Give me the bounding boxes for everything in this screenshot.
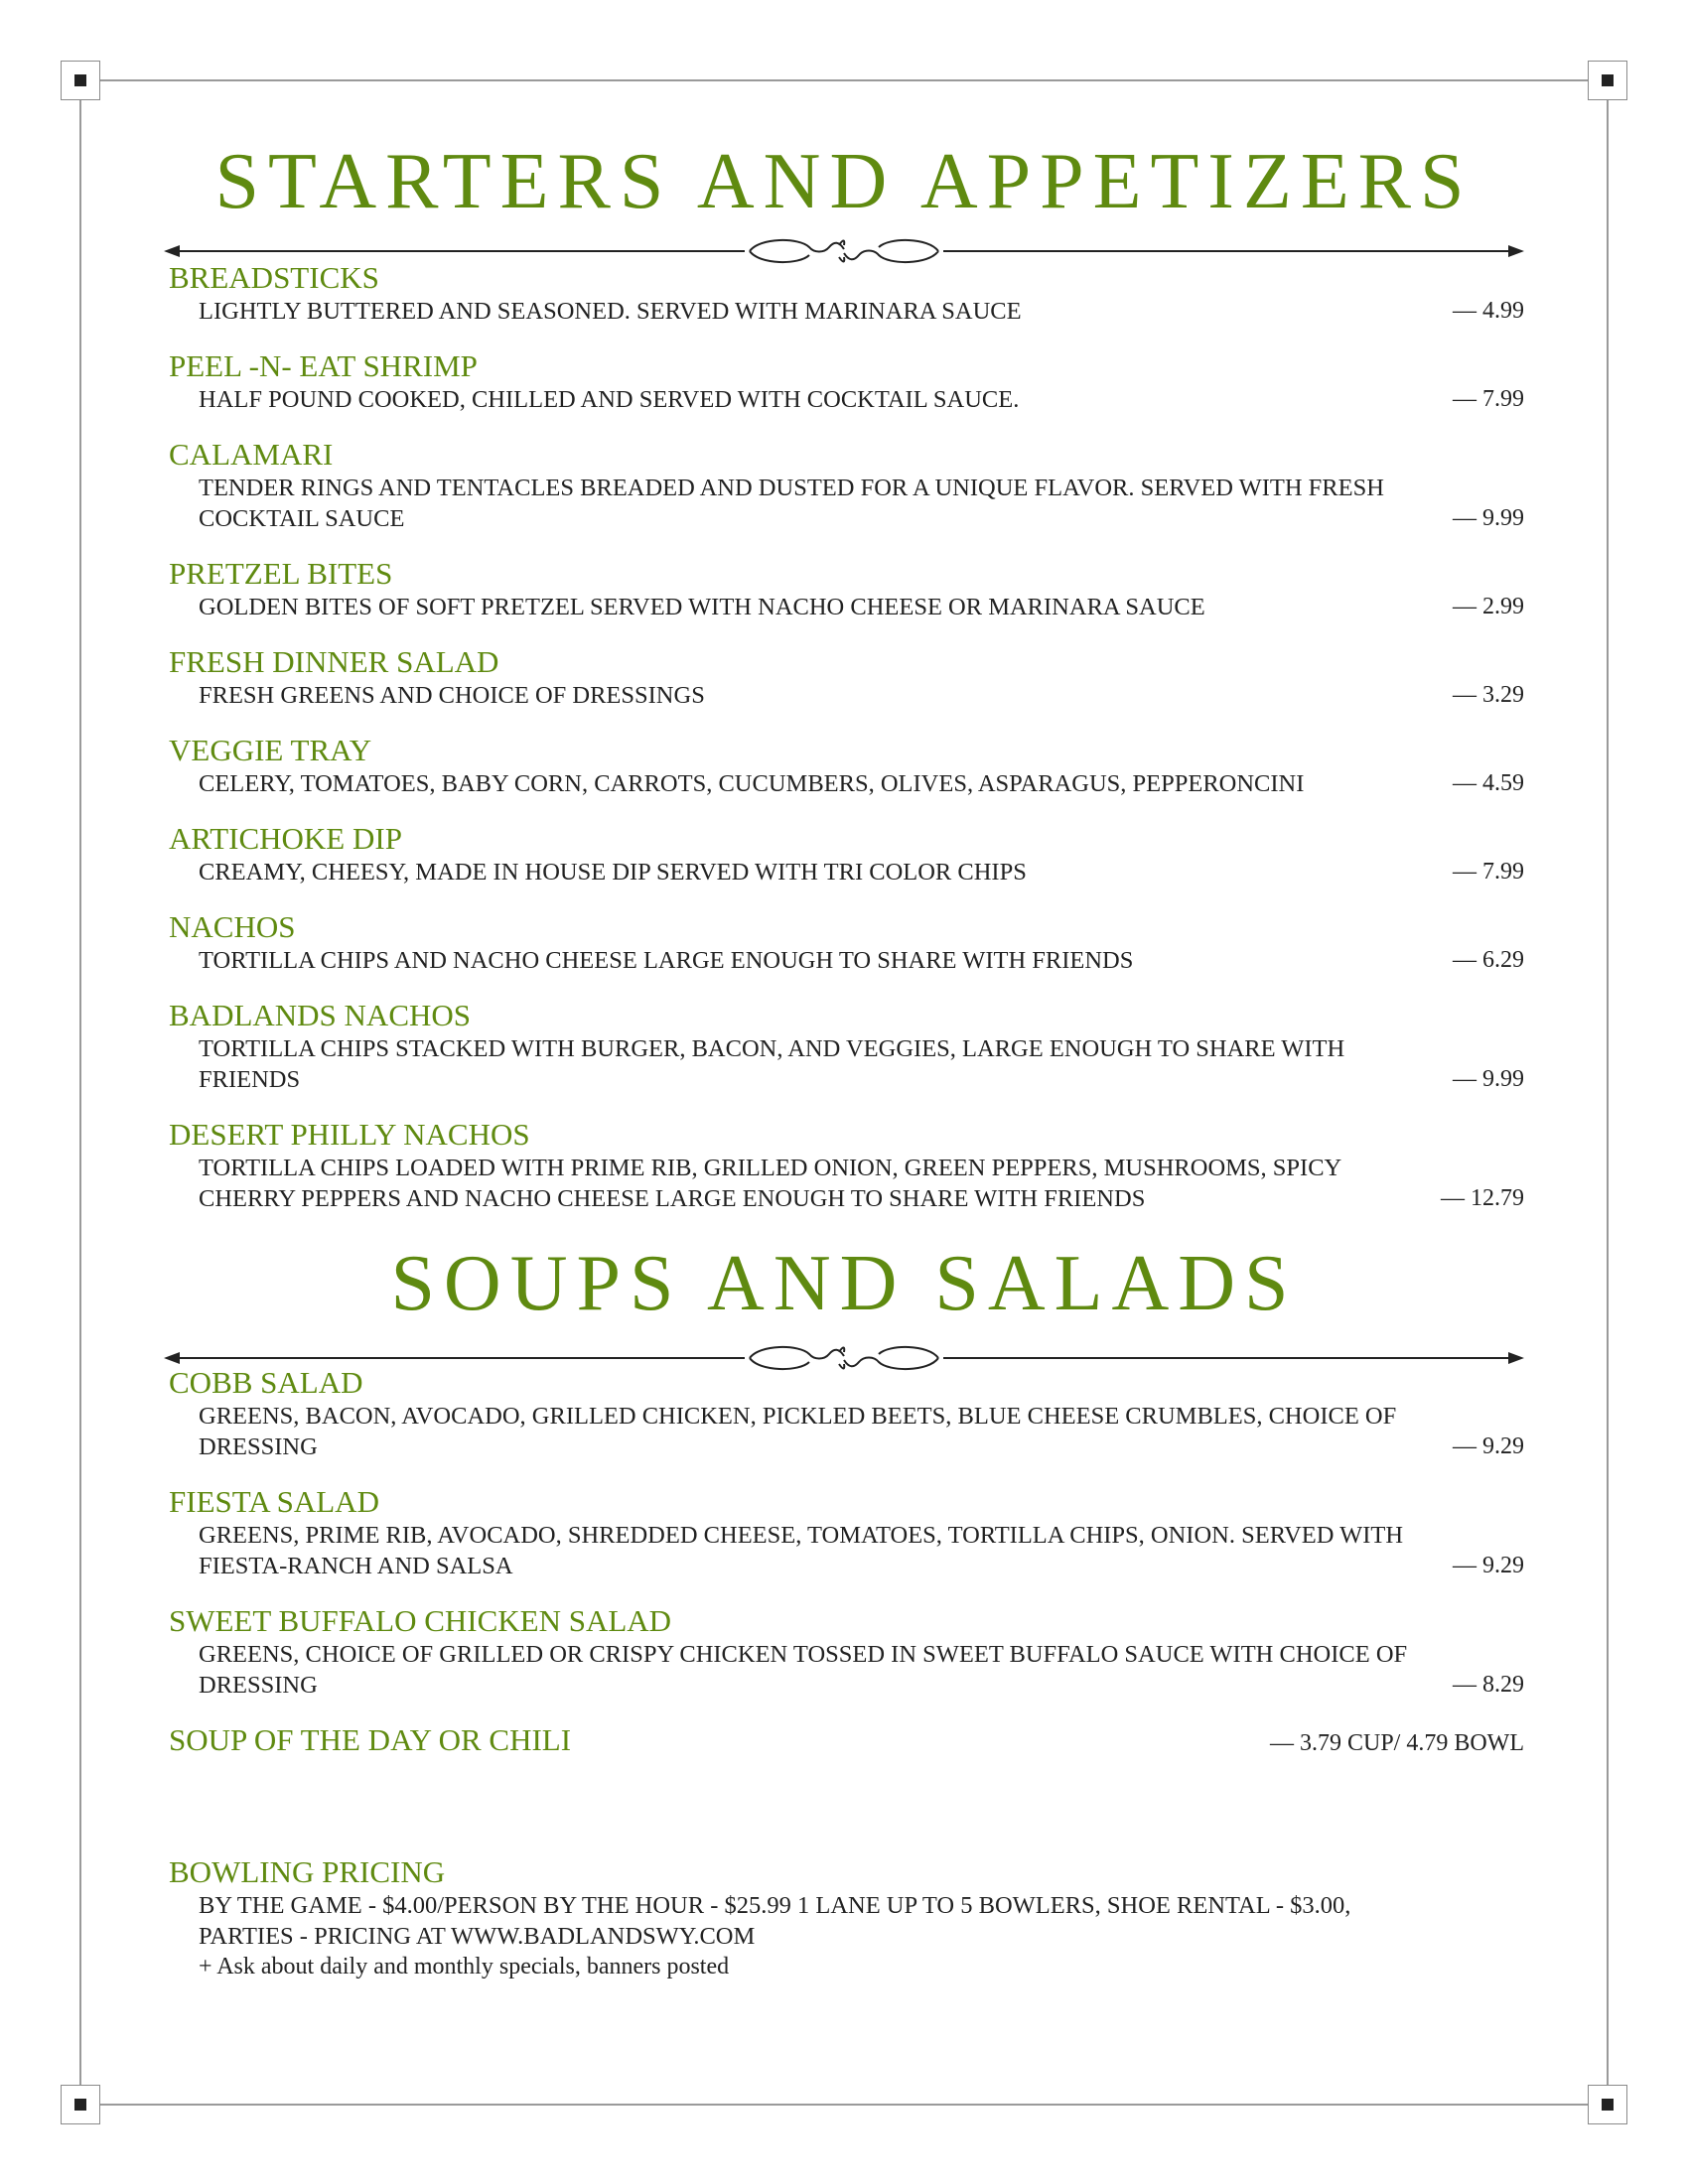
menu-item xyxy=(169,998,1524,1095)
item-price: — 3.29 xyxy=(1453,682,1524,708)
item-description: GREENS, BACON, AVOCADO, GRILLED CHICKEN, PICKLED BEETS, BLUE CHEESE CRUMBLES, CHOICE OF DRESSING xyxy=(199,1403,1397,1460)
item-name: ARTICHOKE DIP xyxy=(169,821,402,856)
item-price: — 7.99 xyxy=(1453,386,1524,412)
item-name: CALAMARI xyxy=(169,437,334,472)
item-name: COBB SALAD xyxy=(169,1365,363,1400)
specials-note: + Ask about daily and monthly specials, banners posted xyxy=(199,1954,730,1979)
corner-ornament-icon xyxy=(61,61,100,100)
item-name: FRESH DINNER SALAD xyxy=(169,644,499,679)
item-price: — 9.99 xyxy=(1453,505,1524,531)
item-description: CELERY, TOMATOES, BABY CORN, CARROTS, CUCUMBERS, OLIVES, ASPARAGUS, PEPPERONCINI xyxy=(199,770,1305,797)
frame-right-line xyxy=(1607,79,1609,2105)
item-description: FRESH GREENS AND CHOICE OF DRESSINGS xyxy=(199,682,705,709)
item-name: PEEL -N- EAT SHRIMP xyxy=(169,348,478,383)
bowling-parties-line: PARTIES - PRICING AT WWW.BADLANDSWY.COM xyxy=(199,1923,756,1950)
menu-item xyxy=(169,1603,1524,1701)
item-price: — 4.99 xyxy=(1453,298,1524,324)
item-price: — 7.99 xyxy=(1453,859,1524,885)
item-price: — 9.29 xyxy=(1453,1553,1524,1578)
menu-item xyxy=(169,1117,1524,1214)
menu-item xyxy=(169,260,1524,327)
item-price: — 6.29 xyxy=(1453,947,1524,973)
item-description: TORTILLA CHIPS AND NACHO CHEESE LARGE ENOUGH TO SHARE WITH FRIENDS xyxy=(199,947,1134,974)
item-name: BREADSTICKS xyxy=(169,260,379,295)
item-name: SOUP OF THE DAY OR CHILI xyxy=(169,1722,572,1757)
item-name: VEGGIE TRAY xyxy=(169,733,372,767)
bowling-pricing-line: BY THE GAME - $4.00/PERSON BY THE HOUR - $25.99 1 LANE UP TO 5 BOWLERS, SHOE RENTAL - $3.00, xyxy=(199,1892,1351,1919)
item-name: BADLANDS NACHOS xyxy=(169,998,472,1032)
item-description: GOLDEN BITES OF SOFT PRETZEL SERVED WITH NACHO CHEESE OR MARINARA SAUCE xyxy=(199,594,1205,620)
item-description: CREAMY, CHEESY, MADE IN HOUSE DIP SERVED WITH TRI COLOR CHIPS xyxy=(199,859,1027,886)
item-name: DESERT PHILLY NACHOS xyxy=(169,1117,530,1152)
corner-ornament-icon xyxy=(1588,61,1627,100)
menu-item xyxy=(169,556,1524,622)
item-description: GREENS, CHOICE OF GRILLED OR CRISPY CHICKEN TOSSED IN SWEET BUFFALO SAUCE WITH CHOICE OF DRESSING xyxy=(199,1641,1408,1699)
bowling-section xyxy=(169,1854,1524,1981)
menu-item xyxy=(169,733,1524,799)
item-price: — 3.79 CUP/ 4.79 BOWL xyxy=(1269,1730,1524,1756)
menu-item-soup xyxy=(169,1722,1524,1761)
item-price: — 9.29 xyxy=(1453,1433,1524,1459)
item-name: FIESTA SALAD xyxy=(169,1484,379,1519)
item-description: HALF POUND COOKED, CHILLED AND SERVED WITH COCKTAIL SAUCE. xyxy=(199,386,1020,413)
item-price: — 9.99 xyxy=(1453,1066,1524,1092)
item-price: — 8.29 xyxy=(1453,1672,1524,1698)
item-price: — 2.99 xyxy=(1453,594,1524,619)
menu-item xyxy=(169,821,1524,887)
item-name: SWEET BUFFALO CHICKEN SALAD xyxy=(169,1603,672,1638)
menu-item xyxy=(169,1365,1524,1462)
item-description: LIGHTLY BUTTERED AND SEASONED. SERVED WITH MARINARA SAUCE xyxy=(199,298,1022,325)
corner-ornament-icon xyxy=(61,2085,100,2124)
item-name: NACHOS xyxy=(169,909,296,944)
soups-list xyxy=(169,1365,1524,1783)
menu-item xyxy=(169,437,1524,534)
menu-item xyxy=(169,348,1524,415)
item-price: — 12.79 xyxy=(1441,1185,1524,1211)
corner-ornament-icon xyxy=(1588,2085,1627,2124)
item-name: PRETZEL BITES xyxy=(169,556,393,591)
starters-list xyxy=(169,260,1524,1236)
starters-title: STARTERS AND APPETIZERS xyxy=(214,138,1474,225)
menu-item xyxy=(169,1484,1524,1581)
menu-item xyxy=(169,909,1524,976)
soups-title: SOUPS AND SALADS xyxy=(390,1240,1298,1327)
bowling-title: BOWLING PRICING xyxy=(169,1854,446,1889)
item-description: TORTILLA CHIPS LOADED WITH PRIME RIB, GRILLED ONION, GREEN PEPPERS, MUSHROOMS, SPICY CHERRY PEPPERS AND NACHO CHEESE LARGE ENOUGH TO SHARE WITH FRIENDS xyxy=(199,1155,1341,1212)
frame-left-line xyxy=(79,79,81,2105)
frame-top-line xyxy=(79,79,1609,81)
menu-item xyxy=(169,644,1524,711)
item-description: GREENS, PRIME RIB, AVOCADO, SHREDDED CHEESE, TOMATOES, TORTILLA CHIPS, ONION. SERVED WITH FIESTA-RANCH AND SALSA xyxy=(199,1522,1404,1579)
item-description: TORTILLA CHIPS STACKED WITH BURGER, BACON, AND VEGGIES, LARGE ENOUGH TO SHARE WITH FRIENDS xyxy=(199,1035,1345,1093)
item-description: TENDER RINGS AND TENTACLES BREADED AND DUSTED FOR A UNIQUE FLAVOR. SERVED WITH FRESH COCKTAIL SAUCE xyxy=(199,475,1384,532)
frame-bottom-line xyxy=(79,2104,1609,2106)
item-price: — 4.59 xyxy=(1453,770,1524,796)
